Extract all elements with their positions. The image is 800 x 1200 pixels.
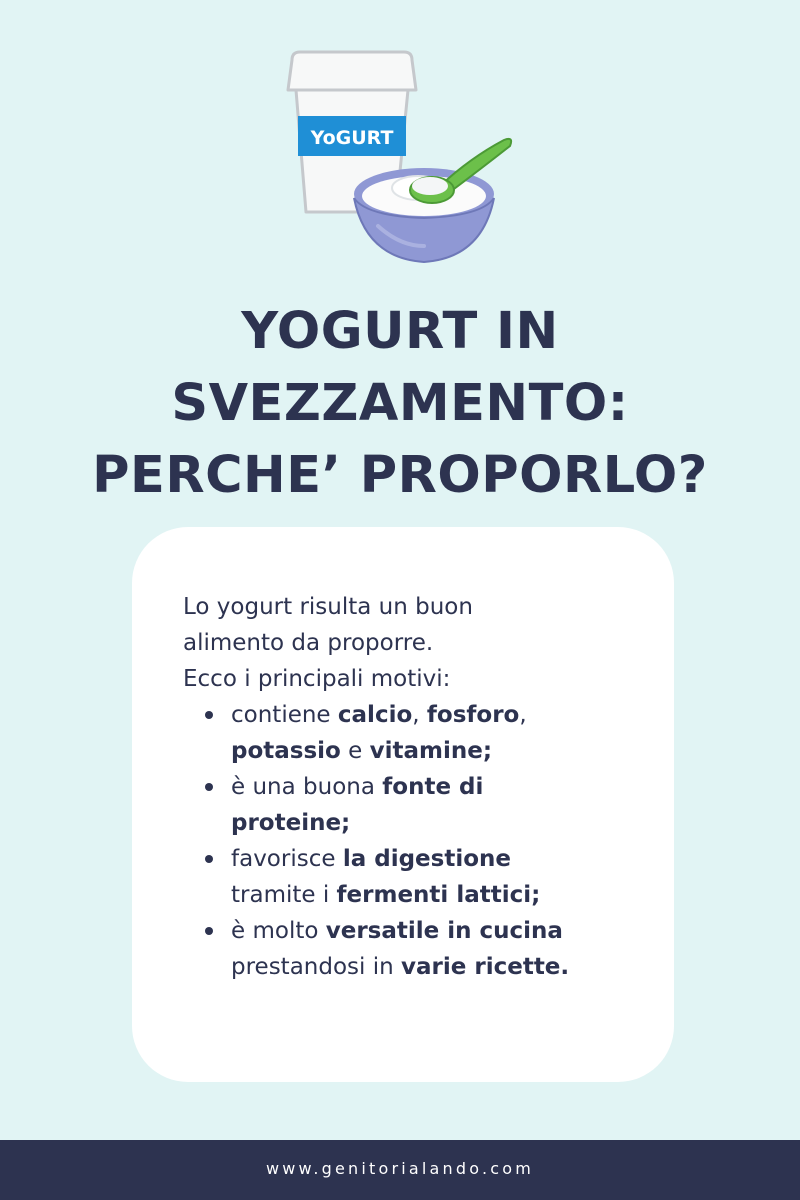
footer-url[interactable]: www.genitorialando.com <box>265 1159 535 1178</box>
list-item <box>183 913 663 985</box>
reasons-list <box>183 697 663 985</box>
bullet-bold-text: la digestione <box>342 846 511 872</box>
list-item <box>183 841 663 913</box>
bullet-bold-text: fonte di <box>382 774 484 800</box>
info-card-body <box>183 589 663 985</box>
title-line-2: SVEZZAMENTO: <box>171 374 629 433</box>
bullet-bold-text: varie ricette. <box>401 954 570 980</box>
bullet-bold-text: vitamine; <box>369 738 493 764</box>
bullet-text: , <box>412 702 427 728</box>
intro-line-2: alimento da proporre. <box>183 630 434 656</box>
bullet-bold-text: proteine; <box>231 810 351 836</box>
yogurt-cup-and-bowl-icon <box>288 52 511 262</box>
bullet-bold-text: fosforo <box>426 702 520 728</box>
footer-bar <box>0 1140 800 1200</box>
bullet-bold-text: potassio <box>231 738 341 764</box>
bullet-text: tramite i <box>231 882 337 908</box>
intro-line-3: Ecco i principali motivi: <box>183 666 451 692</box>
bullet-bold-text: versatile in cucina <box>325 918 563 944</box>
title-line-1: YOGURT IN <box>241 302 559 361</box>
bullet-text: favorisce <box>231 846 343 872</box>
title-line-3: PERCHE’ PROPORLO? <box>92 446 708 505</box>
bullet-text: contiene <box>231 702 338 728</box>
intro-line-1: Lo yogurt risulta un buon <box>183 594 473 620</box>
list-item <box>183 697 663 769</box>
bullet-text: è molto <box>231 918 326 944</box>
yogurt-label-text: YoGURT <box>310 127 394 149</box>
yogurt-illustration <box>270 40 540 280</box>
bullet-text: e <box>340 738 370 764</box>
bullet-text: , <box>519 702 527 728</box>
bullet-text: è una buona <box>231 774 383 800</box>
bullet-text: prestandosi in <box>231 954 402 980</box>
page-title <box>0 296 800 512</box>
bullet-bold-text: calcio <box>337 702 413 728</box>
info-card <box>132 527 674 1082</box>
list-item <box>183 769 663 841</box>
bullet-bold-text: fermenti lattici; <box>336 882 541 908</box>
